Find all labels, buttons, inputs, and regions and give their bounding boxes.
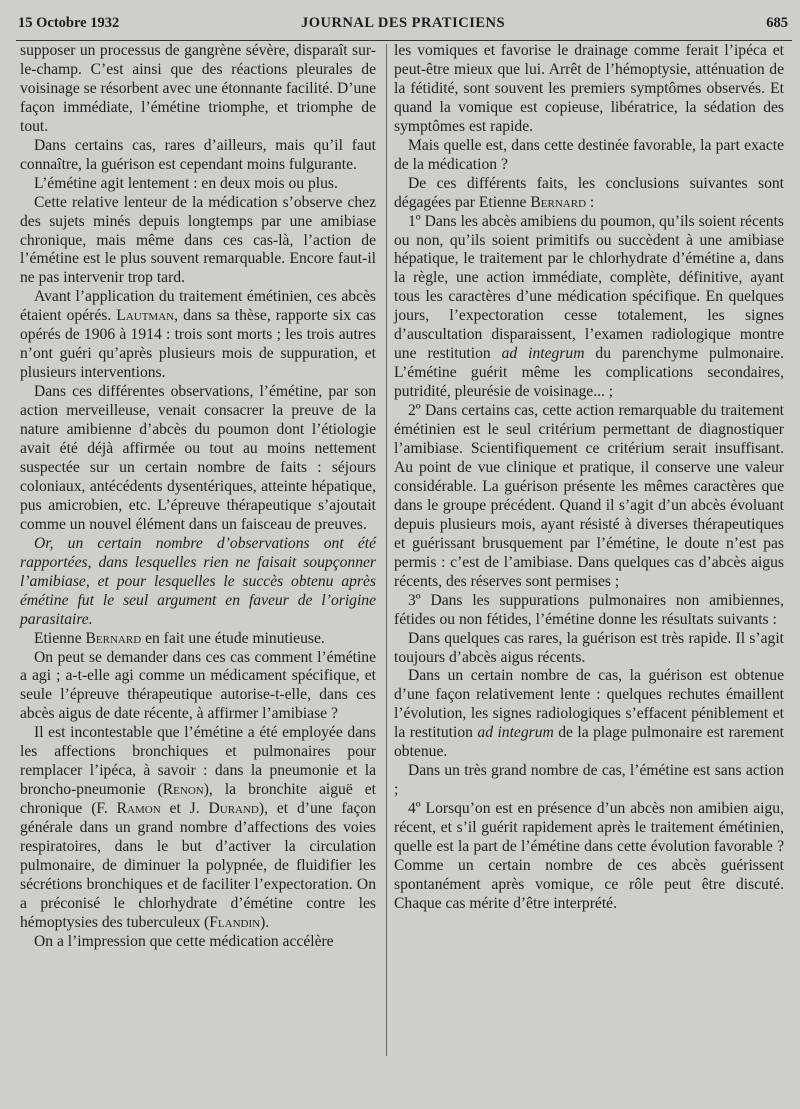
journal-title: JOURNAL DES PRATICIENS [300, 15, 506, 31]
left-column [20, 42, 376, 952]
author-name: Ramon [116, 800, 161, 818]
author-name: Flandin [209, 913, 261, 931]
paragraph [394, 213, 784, 403]
paragraph [394, 667, 784, 762]
paragraph [20, 724, 376, 932]
text-run: ), et d’une façon générale dans un grand nombre d’affections des voies respiratoires, dans le but d’activer la circulation pulmonaire, de diminuer la polypnée, de fluidifier les sécrétions bronchiques et de faciliter l’expectoration. On a préconisé le chlorhydrate d’émétine contre les hémoptysies des tuberculeux ( [20, 800, 376, 931]
paragraph: Cette relative lenteur de la médication s’observe chez des sujets minés depuis longtemps par une amibiase chronique, mais même dans ces cas-là, l’action de l’émétine est le plus souvent remarquable. Encore faut-il ne pas intervenir trop tard. [20, 193, 376, 287]
paragraph: Dans certains cas, rares d’ailleurs, mais qu’il faut connaître, la guérison est cependant moins fulgurante. [20, 136, 376, 173]
text-run: : [586, 193, 595, 211]
paragraph [20, 630, 376, 649]
latin-term: ad integrum [477, 724, 554, 742]
paragraph: On peut se demander dans ces cas comment l’émétine a agi ; a-t-elle agi comme un médicament spécifique, et seule l’épreuve thérapeutique autorise-t-elle, dans ces abcès aigus de date récente, à affirmer l’amibiase ? [20, 648, 376, 723]
paragraph [20, 288, 376, 383]
text-run: 1º Dans les abcès amibiens du poumon, qu’ils soient récents ou non, qu’ils soient primitifs ou succèdent à une amibiase hépatique, le traitement par le chlorhydrate d’émétine a, dans la règle, une action immédiate, complète, définitive, ayant tous les caractères d’une médication spécifique. En quelques jours, l’expectoration cesse totalement, les signes d’auscultation disparaissent, l’examen radiologique montre une restitution [394, 212, 784, 363]
paragraph: Dans quelques cas rares, la guérison est très rapide. Il s’agit toujours d’abcès aigus récents. [394, 629, 784, 666]
text-run: De ces différents faits, les conclusions suivantes sont dégagées par Etienne [394, 174, 784, 211]
author-name: Renon [162, 781, 204, 799]
right-column [394, 42, 784, 914]
text-run: Dans un certain nombre de cas, la guérison est obtenue d’une façon relativement lente : quelques rechutes émaillent l’évolution, les signes radiologiques s’effacent péniblement et la restitution [394, 667, 784, 742]
paragraph: 2º Dans certains cas, cette action remarquable du traitement émétinien est le seul critérium permettant de diagnostiquer l’amibiase. Scientifiquement ce critérium serait insuffisant. Au point de vue clinique et pratique, il conserve une valeur considérable. La guérison présente les mêmes caractères que dans le groupe précédent. Quand il s’agit d’un abcès évoluant depuis plusieurs mois, ayant résisté à diverses thérapeutiques et guérissant brusquement par l’émétine, le doute n’est pas permis : c’est de l’amibiase. Dans quelques cas d’abcès aigus récents, des réserves sont permises ; [394, 402, 784, 590]
paragraph [394, 175, 784, 213]
text-run: Avant l’application du traitement émétinien, ces abcès étaient opérés. [20, 288, 376, 325]
text-run: en fait une étude minutieuse. [141, 629, 325, 647]
italic-paragraph: Or, un certain nombre d’observations ont été rapportées, dans lesquelles rien ne faisait soupçonner l’amibiase, et pour lesquelles le succès obtenu après émétine fut le seul argument en faveur de l’origine parasitaire. [20, 534, 376, 628]
author-name: Durand [208, 800, 259, 818]
paragraph: supposer un processus de gangrène sévère, disparaît sur-le-champ. C’est ainsi que des réactions pleurales de voisinage se résorbent avec une étonnante facilité. D’une façon immédiate, l’émétine triomphe, et triomphe de tout. [20, 42, 376, 135]
paragraph: Mais quelle est, dans cette destinée favorable, la part exacte de la médication ? [394, 136, 784, 173]
header-date: 15 Octobre 1932 [18, 15, 120, 31]
paragraph: les vomiques et favorise le drainage comme ferait l’ipéca et peut-être mieux que lui. Arrêt de l’hémoptysie, atténuation de la fétidité, sont souvent les premiers symptômes observés. Et quand la vomique est copieuse, libératrice, la sédation des symptômes est rapide. [394, 42, 784, 135]
text-run: ), la bronchite aiguë et chronique (F. [20, 781, 376, 818]
paragraph: L’émétine agit lentement : en deux mois ou plus. [34, 174, 338, 192]
text-run: et J. [160, 800, 209, 818]
paragraph: Dans ces différentes observations, l’émétine, par son action merveilleuse, venait consacrer la preuve de la nature amibienne d’abcès du poumon dont l’étiologie avait été déjà affirmée ou tout au moins nettement suspectée sur un certain nombre de faits : séjours coloniaux, antécédents dysentériques, atteinte hépatique, pus amicrobien, etc. L’épreuve thérapeutique s’ajoutait comme un nouvel élément dans un faisceau de preuves. [20, 383, 376, 533]
text-run: , dans sa thèse, rapporte six cas opérés de 1906 à 1914 : trois sont morts ; les trois autres n’ont guéri qu’après plusieurs mois de suppuration, et plusieurs interventions. [20, 307, 376, 382]
author-name: Bernard [530, 193, 587, 211]
page-header [18, 15, 788, 37]
paragraph: 4º Lorsqu’on est en présence d’un abcès non amibien aigu, récent, et s’il guérit rapidement après le traitement émétinien, quelle est la part de l’émétine dans cette évolution favorable ? Comme un certain nombre de ces abcès guérissent spontanément après vomique, ce rôle peut être discuté. Chaque cas mérite d’être interprété. [394, 800, 784, 912]
header-rule [16, 40, 792, 41]
text-run: Il est incontestable que l’émétine a été employée dans les affections bronchiques et pulmonaires pour remplacer l’ipéca, à savoir : dans la pneumonie et la broncho-pneumonie ( [20, 724, 376, 799]
text-run: ). [260, 913, 270, 931]
author-name: Bernard [85, 629, 142, 647]
column-divider [386, 44, 387, 1056]
author-name: Lautman [116, 307, 175, 325]
paragraph: On a l’impression que cette médication accélère [34, 932, 334, 950]
paragraph: 3º Dans les suppurations pulmonaires non amibiennes, fétides ou non fétides, l’émétine donne les résultats suivants : [394, 591, 784, 628]
text-run: de la plage pulmonaire est rarement obtenue. [394, 724, 784, 761]
text-run: Etienne [34, 629, 86, 647]
page-number: 685 [766, 15, 788, 31]
latin-term: ad integrum [501, 345, 585, 363]
text-run: du parenchyme pulmonaire. L’émétine guérit même les complications secondaires, putridité, pleurésie de voisinage... ; [394, 345, 784, 401]
paragraph: Dans un très grand nombre de cas, l’émétine est sans action ; [394, 762, 784, 799]
